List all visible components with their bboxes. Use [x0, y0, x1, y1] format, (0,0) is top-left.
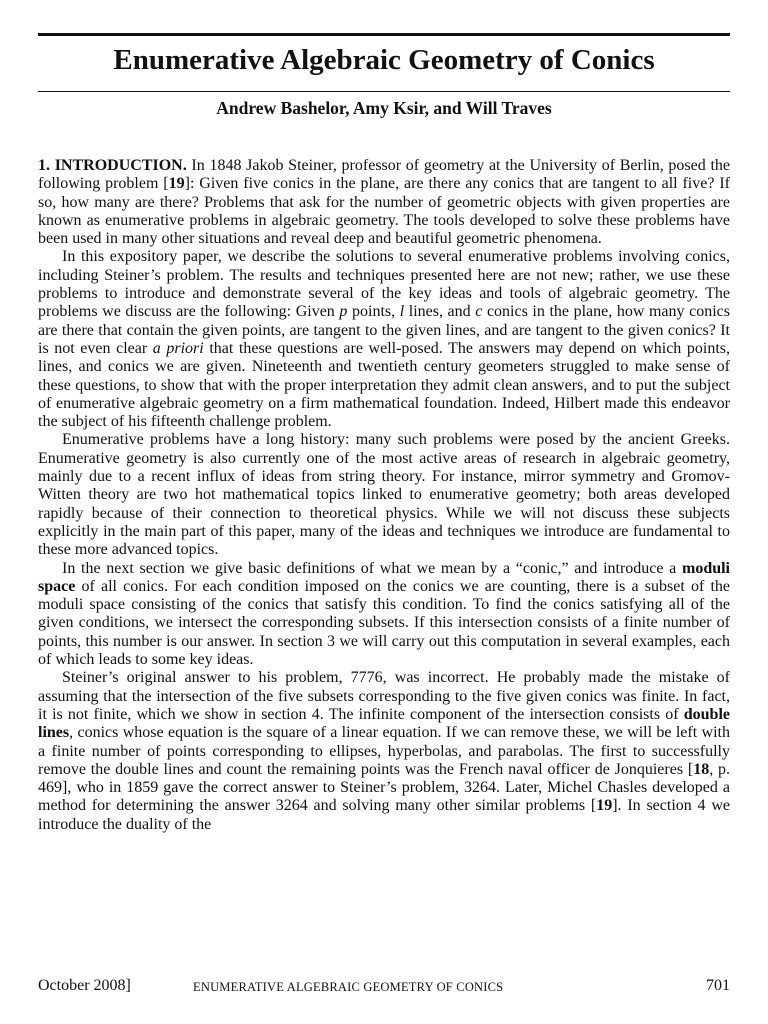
paragraph: [38, 248, 730, 431]
italic-text-run: c: [475, 303, 483, 321]
paragraph: [38, 157, 730, 248]
bold-text-run: 18: [693, 760, 710, 778]
article-body: [38, 157, 730, 951]
top-rule: [38, 33, 730, 36]
page-footer: [38, 976, 730, 996]
italic-text-run: l: [399, 303, 405, 321]
text-run: In 1848 Jakob Steiner, professor of geometry at the University of Berlin, posed the following problem [: [38, 157, 730, 193]
text-run: of all conics. For each condition imposed on the conics we are counting, there is a subset of the moduli space consisting of the conics that satisfy this condition. To find the conics satisfying all of the given conditions, we intersect the corresponding subsets. If this intersection consists of a finite number of points, this number is our answer. In section 3 we will carry out this computation in several examples, each of which leads to some key ideas.: [38, 577, 730, 669]
bold-text-run: 1. INTRODUCTION.: [38, 157, 187, 174]
page-number: 701: [706, 977, 730, 994]
title-rule: [38, 91, 730, 92]
text-run: lines, and: [404, 303, 476, 321]
paragraph: [38, 560, 730, 670]
article-title: Enumerative Algebraic Geometry of Conics: [113, 44, 655, 76]
text-run: conics in the plane, how many conics are there that contain the given points, are tangent to the given lines, and are tangent to the given conics? It is not even clear: [38, 303, 730, 357]
bold-text-run: double lines: [38, 705, 730, 742]
text-run: , conics whose equation is the square of a linear equation. If we can remove these, we will be left with a finite number of points corresponding to ellipses, hyperbolas, and parabolas. The first to successfully remove the double lines and count the remaining points was the French naval officer de Jonquieres [: [38, 724, 730, 778]
italic-text-run: a priori: [152, 339, 204, 357]
article-authors: Andrew Bashelor, Amy Ksir, and Will Traves: [216, 98, 552, 118]
footer-running-title: ENUMERATIVE ALGEBRAIC GEOMETRY OF CONICS: [193, 980, 504, 994]
paragraph: [38, 669, 730, 834]
paragraph: [38, 431, 730, 559]
text-run: In this expository paper, we describe the solutions to several enumerative problems involving conics, including Steiner’s problem. The results and techniques presented here are not new; rather, we use these problems to introduce and demonstrate several of the key ideas and tools of algebraic geometry. The problems we discuss are the following: Given: [38, 248, 730, 321]
text-run: that these questions are well-posed. The answers may depend on which points, lines, and conics we are given. Nineteenth and twentieth century geometers struggled to make sense of these questions, to show that with the proper interpretation they admit clean answers, and to put the subject of enumerative algebraic geometry on a firm mathematical foundation. Indeed, Hilbert made this endeavor the subject of his fifteenth challenge problem.: [38, 339, 730, 431]
bold-text-run: moduli space: [38, 559, 730, 595]
bold-text-run: 19: [596, 797, 613, 815]
footer-date: October 2008]: [38, 977, 131, 994]
text-run: , p. 469], who in 1859 gave the correct answer to Steiner’s problem, 3264. Later, Michel Chasles developed a method for determining the answer 3264 and solving many other similar problems [: [38, 760, 730, 815]
text-run: ]: Given five conics in the plane, are there any conics that are tangent to all five? If so, how many are there? Problems that ask for the number of geometric objects with given properties are known as enumerative problems in algebraic geometry. The tools developed to solve these problems have been used in many other situations and reveal deep and beautiful geometric phenomena.: [38, 175, 730, 248]
bold-text-run: 19: [168, 175, 185, 193]
italic-text-run: p: [339, 303, 348, 321]
text-run: Enumerative problems have a long history: many such problems were posed by the ancient Greeks. Enumerative geometry is also currently one of the most active areas of research in algebraic geometry, mainly due to a recent influx of ideas from string theory. For instance, mirror symmetry and Gromov-Witten theory are two hot mathematical topics linked to enumerative geometry; both areas developed rapidly because of their connection to theoretical physics. While we will not discuss these subjects explicitly in the main part of this paper, many of the ideas and techniques we introduce are fundamental to these more advanced topics.: [38, 431, 730, 559]
text-run: ]. In section 4 we introduce the duality of the: [38, 797, 730, 833]
text-run: In the next section we give basic definitions of what we mean by a “conic,” and introduce a: [62, 559, 682, 577]
text-run: points,: [347, 303, 400, 321]
text-run: Steiner’s original answer to his problem, 7776, was incorrect. He probably made the mistake of assuming that the intersection of the five subsets corresponding to the five given conics was finite. In fact, it is not finite, which we show in section 4. The infinite component of the intersection consists of: [38, 669, 730, 723]
